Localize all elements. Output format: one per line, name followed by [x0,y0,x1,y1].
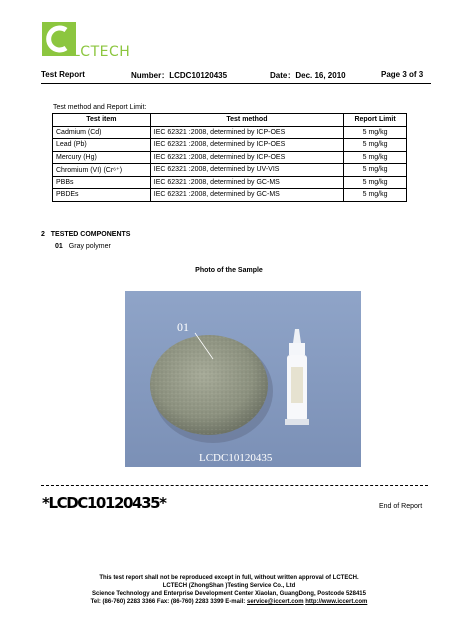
report-label: Test Report [41,70,85,79]
page-indicator: Page 3 of 3 [381,70,424,79]
dotted-divider [41,485,428,486]
footer-email[interactable]: service@iccert.com [246,599,304,605]
section-title: TESTED COMPONENTS [50,231,131,238]
report-date: Dec. 16, 2010 [295,71,346,80]
logo-text: LCTECH [72,44,131,60]
test-method: IEC 62321 :2008, determined by UV-VIS [150,164,343,177]
limits-intro: Test method and Report Limit: [53,104,147,111]
footer-disclaimer: This test report shall not be reproduced except in full, without written approval of LCTECH. [99,575,359,581]
table-row [53,151,407,164]
lctech-logo-icon [42,22,76,56]
photo-label-01: 01 [177,320,189,334]
header-divider [41,83,431,84]
report-number: LCDC10120435 [169,71,228,80]
table-header-row [53,114,407,127]
footer-company: LCTECH (ZhongShan )Testing Service Co., Ltd [162,583,296,589]
photo-caption: LCDC10120435 [199,452,273,464]
component-item [55,243,111,250]
report-limit: 5 mg/kg [344,164,407,177]
report-limit: 5 mg/kg [344,176,407,189]
footer-phone-fax: Tel: (86-760) 2283 3366 Fax: (86-760) 2283 3399 E-mail: [90,599,247,605]
report-limit: 5 mg/kg [344,151,407,164]
component-number: 01 [55,243,63,250]
column-header: Test item [53,114,151,127]
test-method: IEC 62321 :2008, determined by ICP-OES [150,126,343,139]
test-item: Mercury (Hg) [53,151,151,164]
report-limit: 5 mg/kg [344,189,407,202]
table-row [53,176,407,189]
test-item: PBDEs [53,189,151,202]
end-of-report: End of Report [379,503,423,510]
test-method: IEC 62321 :2008, determined by GC-MS [150,189,343,202]
footer-address: Science Technology and Enterprise Development Center Xiaolan, GuangDong, Postcode 528415 [92,591,366,597]
footer-contact [0,599,458,605]
table-row [53,164,407,177]
footer-website[interactable]: http://www.iccert.com [305,599,368,605]
test-item: Lead (Pb) [53,139,151,152]
test-method: IEC 62321 :2008, determined by GC-MS [150,176,343,189]
test-item: PBBs [53,176,151,189]
limits-table [52,113,407,202]
sample-photo [125,291,361,467]
table-row [53,139,407,152]
section-number: 2 [41,231,45,238]
test-item: Cadmium (Cd) [53,126,151,139]
test-item: Chromium (VI) (Cr⁶⁺) [53,164,151,177]
photo-title: Photo of the Sample [195,267,263,274]
test-method: IEC 62321 :2008, determined by ICP-OES [150,139,343,152]
column-header: Test method [150,114,343,127]
report-limit: 5 mg/kg [344,139,407,152]
number-label: Number： [131,71,170,80]
table-row [53,126,407,139]
report-date-block [270,70,346,81]
test-method: IEC 62321 :2008, determined by ICP-OES [150,151,343,164]
column-header: Report Limit [344,114,407,127]
table-row [53,189,407,202]
barcode-text: *LCDC10120435* [42,494,166,512]
section-heading [41,231,130,238]
report-limit: 5 mg/kg [344,126,407,139]
date-label: Date： [270,71,296,80]
component-description: Gray polymer [68,243,111,250]
report-number-block [131,70,227,81]
